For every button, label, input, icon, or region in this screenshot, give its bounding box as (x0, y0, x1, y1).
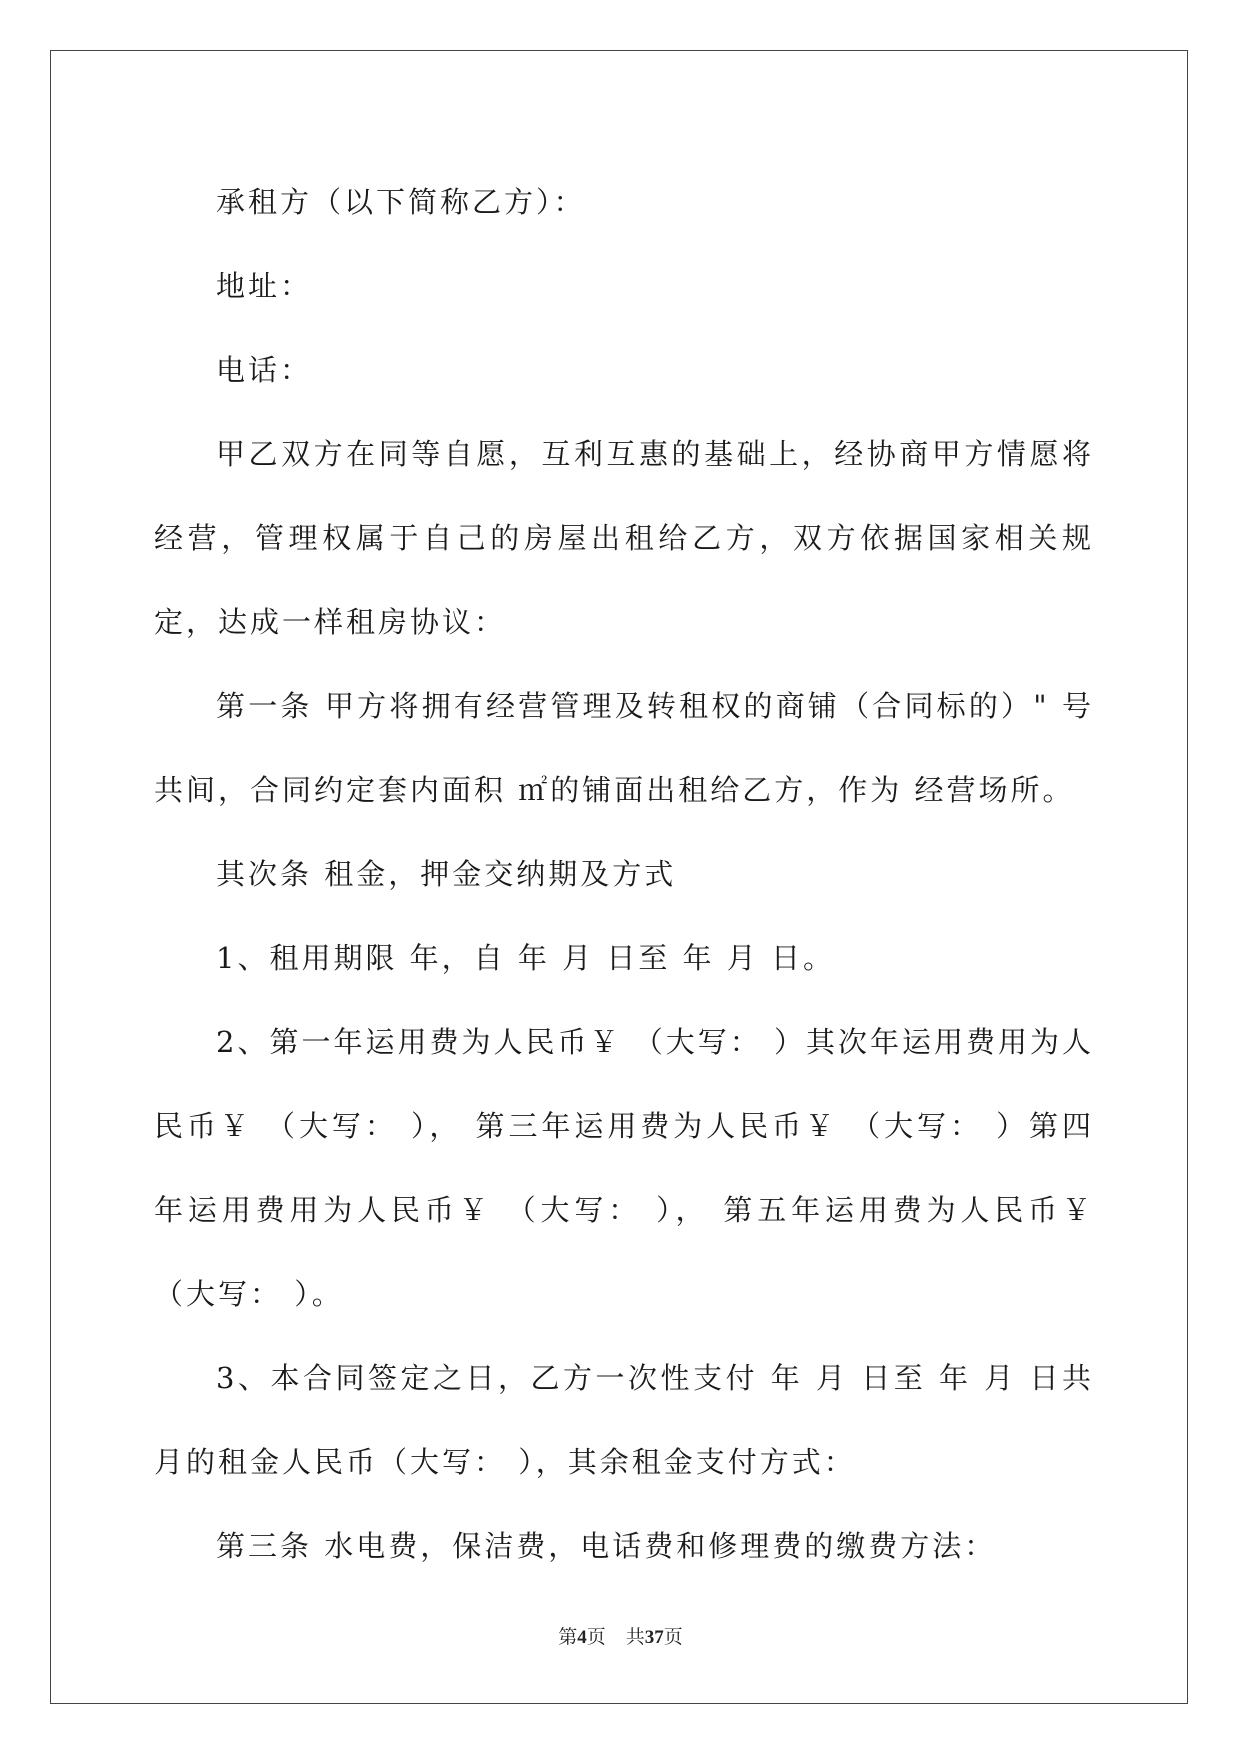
paragraph-article-three: 第三条 水电费，保洁费，电话费和修理费的缴费方法： (216, 1529, 997, 1563)
paragraph-lease-term: 1、租用期限 年，自 年 月 日至 年 月 日。 (216, 941, 835, 975)
footer-prefix: 第 (558, 1627, 578, 1648)
paragraph-yearly-fees: 2、第一年运用费为人民币￥ （大写： ）其次年运用费用为人民币￥ （大写： ）， 第三年运用费为人民币￥ （大写： ）第四年运用费用为人民币￥ （大写： ）， 第五年运用费为人民币￥ （大写： ）。 (154, 1025, 1094, 1311)
paragraph-article-two-heading: 其次条 租金，押金交纳期及方式 (216, 857, 677, 891)
paragraph-lessee: 承租方（以下简称乙方）： (216, 185, 586, 219)
footer-page-number: 4 (577, 1627, 587, 1648)
paragraph-address: 地址： (216, 269, 313, 303)
document-body (154, 160, 1094, 1588)
page-footer (0, 1622, 1241, 1649)
paragraph-article-one: 第一条 甲方将拥有经营管理及转租权的商铺（合同标的）" 号共间，合同约定套内面积 ㎡的铺面出租给乙方，作为 经营场所。 (154, 689, 1094, 807)
footer-total-pages: 37 (644, 1627, 664, 1648)
footer-page-suffix: 页 (586, 1627, 606, 1648)
footer-total-prefix: 共 (625, 1627, 645, 1648)
paragraph-preamble: 甲乙双方在同等自愿，互利互惠的基础上，经协商甲方情愿将经营，管理权属于自己的房屋出租给乙方，双方依据国家相关规定，达成一样租房协议： (154, 437, 1094, 639)
paragraph-payment: 3、本合同签定之日，乙方一次性支付 年 月 日至 年 月 日共月的租金人民币（大写： ），其余租金支付方式： (154, 1361, 1094, 1479)
footer-total-suffix: 页 (663, 1627, 683, 1648)
paragraph-phone: 电话： (216, 353, 313, 387)
